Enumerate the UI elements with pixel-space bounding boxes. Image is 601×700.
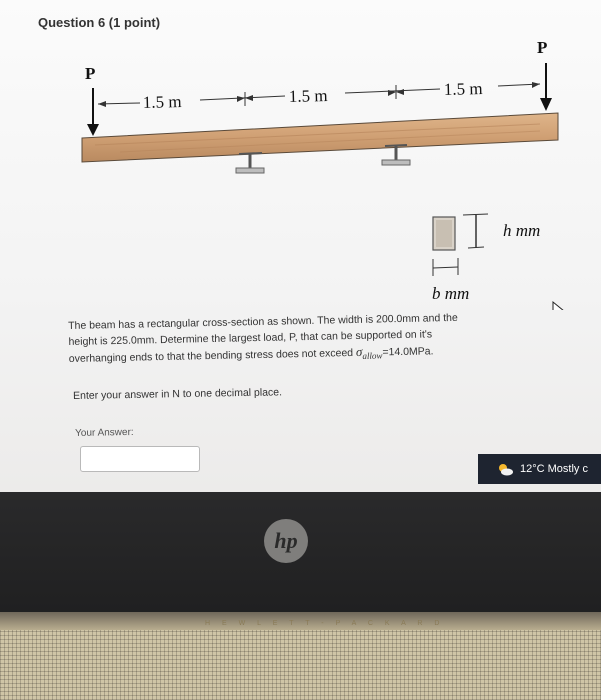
width-label: b mm [432,284,470,303]
question-line-3-post: =14.0MPa. [382,345,434,359]
load-arrow-right-icon [540,63,552,111]
question-title: Question 6 (1 point) [38,15,161,30]
question-line-2: height is 225.0mm. Determine the largest load, P, that can be supported on it's [68,328,433,348]
answer-input[interactable] [80,446,200,472]
sigma-symbol: σ [355,343,363,359]
brand-strip: H E W L E T T - P A C K A R D [205,620,445,627]
load-left-label: P [85,64,96,83]
sigma-subscript: allow [362,350,383,361]
beam-diagram [0,0,601,310]
question-line-3-pre: overhanging ends to that the bending stress does not exceed [68,346,357,365]
support-left-icon [236,153,264,173]
load-right-label: P [537,38,548,57]
cross-section [433,214,488,276]
hp-logo-icon: hp [264,519,308,563]
span-label-2: 1.5 m [288,85,328,106]
sun-cloud-icon [496,462,514,476]
load-arrow-left-icon [87,88,99,136]
question-text [68,309,499,370]
beam [82,113,558,162]
instruction-text: Enter your answer in N to one decimal place. [73,386,283,402]
span-label-1: 1.5 m [142,91,182,112]
answer-label: Your Answer: [75,426,134,439]
question-line-1: The beam has a rectangular cross-section as shown. The width is 200.0mm and the [68,311,458,332]
weather-widget[interactable] [478,454,601,484]
span-label-3: 1.5 m [443,78,483,99]
mouse-cursor-icon [553,302,564,310]
weather-text: 12°C Mostly c [520,463,588,475]
height-label: h mm [503,221,541,240]
